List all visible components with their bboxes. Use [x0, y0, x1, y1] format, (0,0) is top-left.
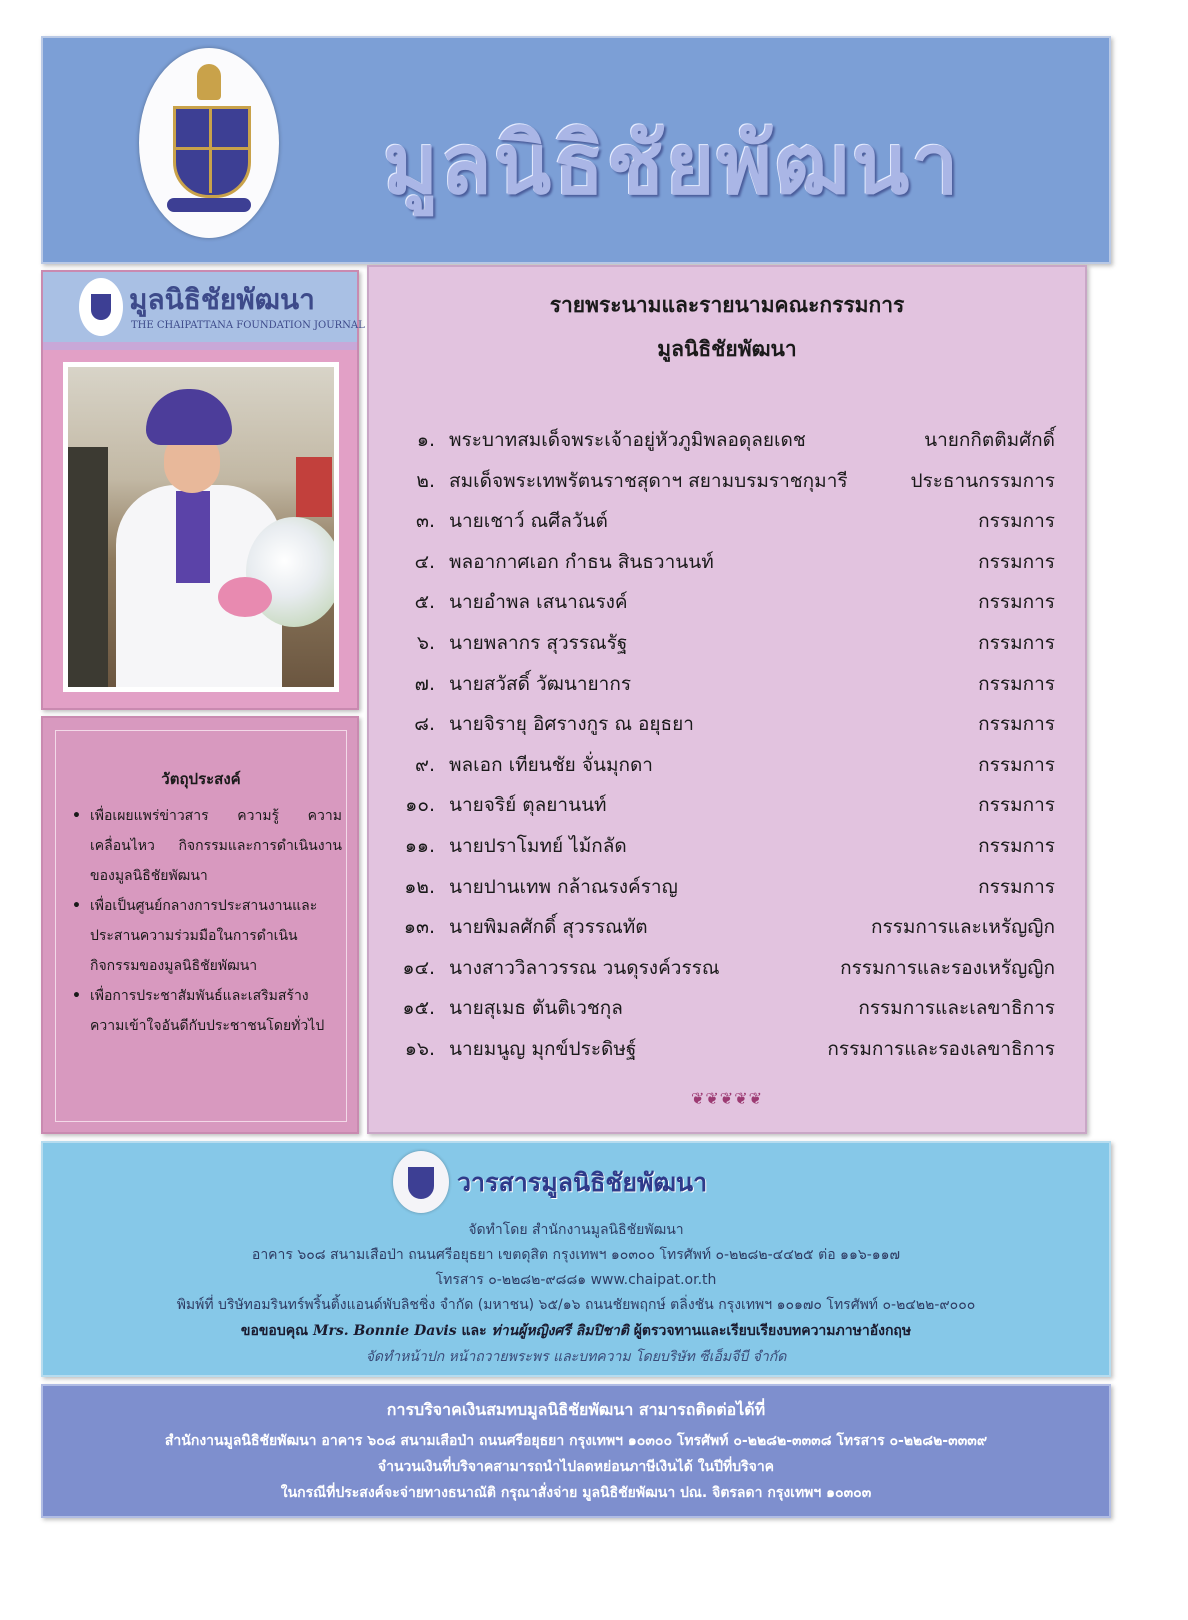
member-name: นายพลากร สุวรรณรัฐ — [449, 632, 628, 654]
member-num: ๑๖. — [404, 1038, 435, 1060]
committee-member-row — [369, 742, 1085, 782]
member-role: กรรมการและเลขาธิการ — [858, 997, 1055, 1020]
member-name: สมเด็จพระเทพรัตนราชสุดาฯ สยามบรมราชกุมารี — [449, 469, 848, 492]
donation-tax-line: จำนวนเงินที่บริจาคสามารถนำไปลดหย่อนภาษีเงินได้ ในปีที่บริจาค — [377, 1459, 775, 1475]
member-num: ๓. — [415, 510, 435, 533]
member-num: ๒. — [416, 469, 435, 492]
objectives-list — [70, 801, 342, 1041]
cover-subtitle: THE CHAIPATTANA FOUNDATION JOURNAL — [131, 320, 365, 331]
printer-line: พิมพ์ที่ บริษัทอมรินทร์พริ้นติ้งแอนด์พับลิชชิ่ง จำกัด (มหาชน) ๖๕/๑๖ ถนนชัยพฤกษ์ ตลิ่งชัน กรุงเทพฯ ๑๐๑๗๐ โทรศัพท์ ๐-๒๔๒๒-๙๐๐๐ — [176, 1297, 976, 1313]
address-line: อาคาร ๖๐๘ สนามเสือป่า ถนนศรีอยุธยา เขตดุสิต กรุงเทพฯ ๑๐๓๐๐ โทรศัพท์ ๐-๒๒๘๒-๔๔๒๕ ต่อ ๑๑๖-๑๑๗ — [251, 1247, 901, 1263]
cover-photo-scene — [68, 367, 334, 687]
committee-member-row — [369, 823, 1085, 863]
committee-member-row — [369, 539, 1085, 579]
thanks-line — [43, 1320, 1109, 1342]
journal-info-box — [41, 1141, 1111, 1377]
member-name: นายพิมลศักดิ์ สุวรรณทัต — [449, 916, 648, 939]
photo-flag — [296, 457, 332, 517]
committee-member-row — [369, 661, 1085, 701]
donation-office-line: สำนักงานมูลนิธิชัยพัฒนา อาคาร ๖๐๘ สนามเสือป่า ถนนศรีอยุธยา กรุงเทพฯ ๑๐๓๐๐ โทรศัพท์ ๐-๒๒๘๒-๓๓๓๘ โทรสาร ๐-๒๒๘๒-๓๓๓๙ — [164, 1433, 988, 1449]
committee-member-row — [369, 1026, 1085, 1066]
committee-title-line2: มูลนิธิชัยพัฒนา — [657, 337, 797, 361]
committee-member-row — [369, 498, 1085, 538]
member-num: ๑๔. — [402, 956, 435, 979]
member-role: กรรมการ — [978, 753, 1055, 776]
member-num: ๑๒. — [404, 875, 435, 898]
member-name: นายจริย์ ตุลยานนท์ — [449, 794, 607, 817]
committee-member-row — [369, 417, 1085, 457]
cover-title: มูลนิธิชัยพัฒนา — [129, 283, 315, 316]
member-role: กรรมการและเหรัญญิก — [870, 916, 1055, 939]
member-role: กรรมการ — [978, 632, 1055, 654]
ribbon-icon — [167, 198, 251, 212]
member-name: นายสวัสดิ์ วัฒนายากร — [449, 672, 632, 695]
member-num: ๑๓. — [403, 916, 435, 939]
member-name: นายอำพล เสนาณรงค์ — [449, 591, 628, 614]
committee-member-row — [369, 458, 1085, 498]
member-name: นายปราโมทย์ ไม้กลัด — [449, 835, 627, 857]
objective-item: • เพื่อเผยแพร่ข่าวสาร ความรู้ ความเคลื่อนไหว กิจกรรมและการดำเนินงานของมูลนิธิชัยพัฒนา — [70, 801, 342, 891]
member-name: นางสาววิลาวรรณ วนดุรงค์วรรณ — [449, 956, 720, 979]
member-role: กรรมการ — [978, 713, 1055, 736]
member-role: กรรมการ — [978, 510, 1055, 533]
member-num: ๑๑. — [404, 835, 435, 857]
cover-credit-line: จัดทำหน้าปก หน้าถวายพระพร และบทความ โดยบริษัท ซีเอ็มจีบี จำกัด — [365, 1349, 787, 1365]
objectives-title: วัตถุประสงค์ — [161, 770, 241, 788]
cover-strip — [43, 342, 357, 350]
committee-member-row — [369, 985, 1085, 1025]
objective-item: • เพื่อเป็นศูนย์กลางการประสานงานและประสานความร่วมมือในการดำเนินกิจกรรมของมูลนิธิชัยพัฒนา — [70, 891, 342, 981]
member-role: กรรมการ — [978, 875, 1055, 898]
fax-website-line: โทรสาร ๐-๒๒๘๒-๙๘๘๑ www.chaipat.or.th — [435, 1272, 717, 1288]
committee-member-row — [369, 945, 1085, 985]
member-name: นายปานเทพ กล้าณรงค์ราญ — [449, 875, 678, 898]
thanks-person-1: Mrs. Bonnie Davis — [312, 1323, 457, 1339]
committee-member-row — [369, 782, 1085, 822]
photo-background-figure — [68, 447, 108, 687]
foundation-emblem-logo — [139, 48, 279, 238]
member-num: ๖. — [416, 632, 435, 654]
donation-title: การบริจาคเงินสมทบมูลนิธิชัยพัฒนา สามารถติดต่อได้ที่ — [386, 1400, 766, 1419]
member-name: พระบาทสมเด็จพระเจ้าอยู่หัวภูมิพลอดุลยเดช — [449, 429, 806, 451]
cover-masthead — [43, 272, 365, 342]
member-name: นายสุเมธ ตันติเวชกุล — [449, 997, 623, 1020]
member-role: กรรมการ — [978, 794, 1055, 817]
member-name: นายเชาว์ ณศีลวันต์ — [449, 510, 608, 533]
cover-emblem-logo — [79, 278, 123, 336]
member-num: ๑๕. — [402, 997, 435, 1020]
member-num: ๑. — [416, 429, 435, 451]
member-name: นายมนูญ มุกข์ประดิษฐ์ — [449, 1038, 637, 1060]
committee-title — [369, 283, 1085, 371]
committee-member-row — [369, 864, 1085, 904]
donation-info-box — [41, 1384, 1111, 1518]
journal-emblem-logo — [393, 1151, 449, 1213]
member-num: ๕. — [414, 591, 435, 614]
thanks-prefix: ขอขอบคุณ — [240, 1323, 309, 1339]
member-name: พลเอก เทียนชัย จั่นมุกดา — [449, 753, 653, 776]
heart-ornament-icon: ❦❦❦❦❦ — [690, 1089, 764, 1108]
member-role: กรรมการและรองเหรัญญิก — [840, 956, 1055, 979]
member-num: ๑๐. — [405, 794, 435, 817]
member-num: ๔. — [414, 550, 435, 573]
journal-title: วารสารมูลนิธิชัยพัฒนา — [457, 1168, 708, 1197]
committee-member-row — [369, 579, 1085, 619]
objectives-frame — [55, 730, 347, 1122]
photo-roses — [218, 577, 272, 617]
committee-title-line1: รายพระนามและรายนามคณะกรรมการ — [549, 293, 905, 317]
member-num: ๘. — [414, 713, 435, 736]
header-banner — [41, 36, 1111, 264]
photo-blouse — [176, 491, 210, 583]
committee-member-row — [369, 904, 1085, 944]
cover-photo — [63, 362, 339, 692]
committee-member-row — [369, 701, 1085, 741]
member-role: กรรมการ — [978, 591, 1055, 614]
member-num: ๙. — [415, 753, 435, 776]
header-title: มูลนิธิชัยพัฒนา — [383, 114, 961, 213]
photo-hat — [146, 389, 232, 445]
shield-icon — [173, 106, 251, 198]
journal-cover — [41, 270, 365, 710]
objectives-box — [41, 716, 359, 1134]
crown-icon — [197, 64, 221, 100]
member-num: ๗. — [414, 672, 435, 695]
member-role: กรรมการ — [978, 672, 1055, 695]
thanks-person-2: ท่านผู้หญิงศรี ลิมปิชาติ — [491, 1323, 629, 1339]
donation-postal-line: ในกรณีที่ประสงค์จะจ่ายทางธนาณัติ กรุณาสั่งจ่าย มูลนิธิชัยพัฒนา ปณ. จิตรลดา กรุงเทพฯ ๑๐๓๐๓ — [280, 1485, 872, 1501]
member-role: ประธานกรรมการ — [910, 469, 1055, 492]
member-role: กรรมการ — [978, 835, 1055, 857]
committee-member-row — [369, 620, 1085, 660]
objective-item: • เพื่อการประชาสัมพันธ์และเสริมสร้างความเข้าใจอันดีกับประชาชนโดยทั่วไป — [70, 981, 342, 1041]
member-name: พลอากาศเอก กำธน สินธวานนท์ — [449, 550, 714, 573]
member-role: นายกกิตติมศักดิ์ — [924, 429, 1055, 451]
produced-by-line: จัดทำโดย สำนักงานมูลนิธิชัยพัฒนา — [468, 1222, 684, 1238]
member-name: นายจิรายุ อิศรางกูร ณ อยุธยา — [449, 713, 694, 736]
member-role: กรรมการ — [978, 550, 1055, 573]
thanks-and: และ — [461, 1323, 487, 1339]
thanks-suffix: ผู้ตรวจทานและเรียบเรียงบทความภาษาอังกฤษ — [633, 1323, 912, 1339]
member-role: กรรมการและรองเลขาธิการ — [827, 1038, 1055, 1060]
committee-panel — [367, 265, 1087, 1134]
